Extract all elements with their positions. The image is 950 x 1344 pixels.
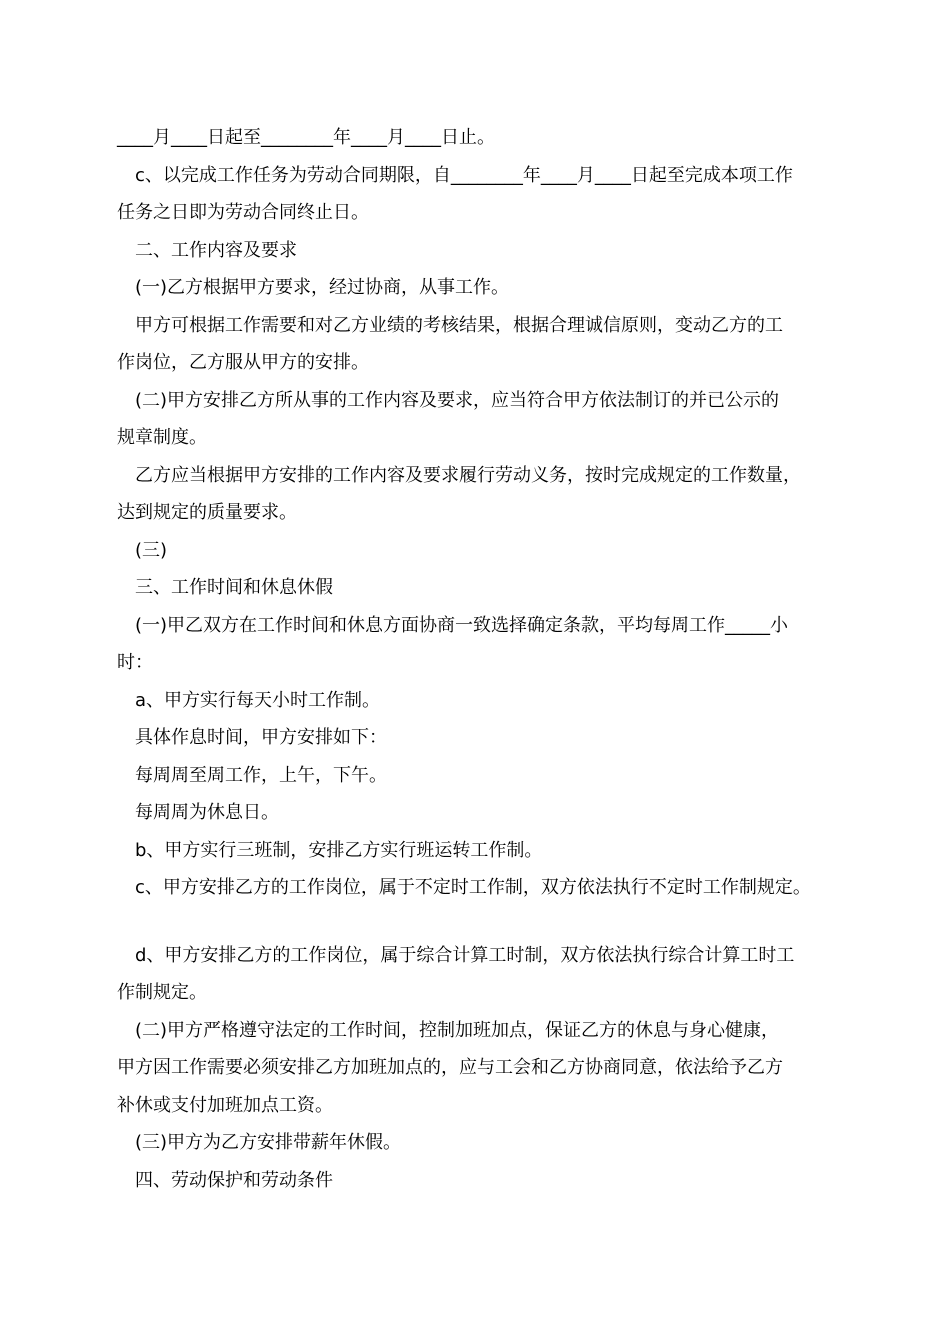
- text-line: (一)乙方根据甲方要求，经过协商，从事工作。: [135, 277, 510, 298]
- text-line: a、甲方实行每天小时工作制。: [135, 689, 381, 711]
- paragraph-gap: [117, 907, 847, 937]
- text-line: 达到规定的质量要求。: [117, 502, 297, 523]
- text-line: 乙方应当根据甲方安排的工作内容及要求履行劳动义务，按时完成规定的工作数量，: [135, 464, 801, 486]
- text-line: (三): [135, 539, 168, 561]
- text-line: 每周周至周工作，上午，下午。: [135, 764, 387, 786]
- text-line: (一)甲乙双方在工作时间和休息方面协商一致选择确定条款，平均每周工作_____小: [135, 614, 789, 636]
- text-line: 甲方可根据工作需要和对乙方业绩的考核结果，根据合理诚信原则，变动乙方的工: [135, 314, 783, 336]
- document-body: [117, 119, 847, 1199]
- text-line: 每周周为休息日。: [135, 802, 279, 823]
- text-line: 甲方因工作需要必须安排乙方加班加点的，应与工会和乙方协商同意，依法给予乙方: [117, 1057, 783, 1078]
- text-line: (三)甲方为乙方安排带薪年休假。: [135, 1132, 402, 1153]
- text-line: 规章制度。: [117, 427, 207, 448]
- text-line: ____月____日起至________年____月____日止。: [117, 127, 495, 148]
- text-line: 补休或支付加班加点工资。: [117, 1094, 333, 1116]
- text-line: d、甲方安排乙方的工作岗位，属于综合计算工时制，双方依法执行综合计算工时工: [135, 944, 795, 966]
- text-line: 作制规定。: [117, 982, 207, 1003]
- text-line: c、甲方安排乙方的工作岗位，属于不定时工作制，双方依法执行不定时工作制规定。: [135, 877, 811, 898]
- section-heading: 三、工作时间和休息休假: [135, 577, 333, 598]
- section-heading: 二、工作内容及要求: [135, 239, 297, 261]
- text-line: 作岗位，乙方服从甲方的安排。: [117, 352, 369, 373]
- text-line: b、甲方实行三班制，安排乙方实行班运转工作制。: [135, 839, 543, 861]
- text-line: 时：: [117, 652, 153, 673]
- text-line: 具体作息时间，甲方安排如下：: [135, 727, 387, 748]
- text-line: 任务之日即为劳动合同终止日。: [117, 202, 369, 223]
- text-line: (二)甲方安排乙方所从事的工作内容及要求，应当符合甲方依法制订的并已公示的: [135, 389, 780, 411]
- section-heading: 四、劳动保护和劳动条件: [135, 1169, 333, 1191]
- text-line: (二)甲方严格遵守法定的工作时间，控制加班加点，保证乙方的休息与身心健康，: [135, 1019, 780, 1041]
- text-line: c、以完成工作任务为劳动合同期限，自________年____月____日起至完成本项工作: [135, 164, 793, 186]
